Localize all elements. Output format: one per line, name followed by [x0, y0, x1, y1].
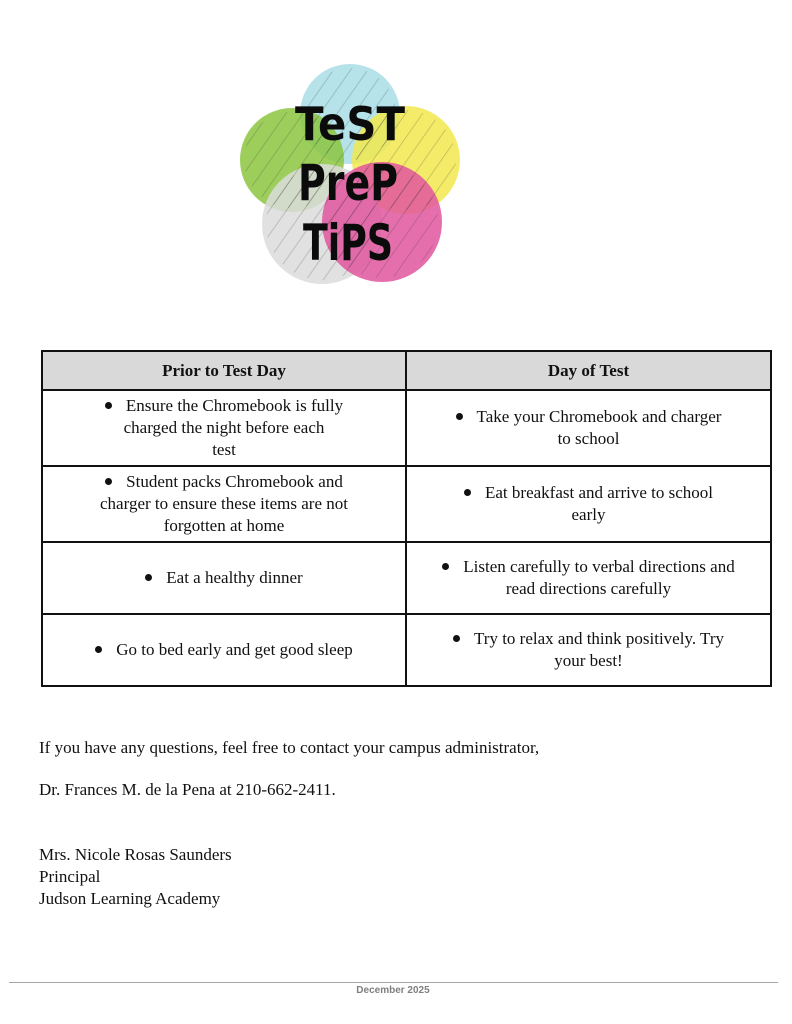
- contact-line-1: If you have any questions, feel free to contact your campus administrator,: [39, 738, 540, 757]
- logo-word-1: TeST: [295, 97, 406, 151]
- day-cell: Take your Chromebook and charger to school: [406, 390, 771, 466]
- bullet-icon: [442, 563, 449, 570]
- test-prep-tips-logo: [236, 62, 464, 286]
- bullet-icon: [464, 489, 471, 496]
- logo-word-2: PreP: [298, 154, 398, 212]
- table-row: [42, 466, 771, 542]
- day-cell: Try to relax and think positively. Try your best!: [406, 614, 771, 686]
- table-header-row: [42, 351, 771, 390]
- prior-cell: Ensure the Chromebook is fully charged the night before each test: [42, 390, 406, 466]
- prior-cell: Student packs Chromebook and charger to ensure these items are not forgotten at home: [42, 466, 406, 542]
- bullet-icon: [95, 646, 102, 653]
- prior-cell: Go to bed early and get good sleep: [42, 614, 406, 686]
- bullet-icon: [456, 413, 463, 420]
- header-day-of-test: Day of Test: [406, 351, 771, 390]
- day-cell: Listen carefully to verbal directions and read directions carefully: [406, 542, 771, 614]
- bullet-icon: [145, 574, 152, 581]
- header-prior-to-test-day: Prior to Test Day: [42, 351, 406, 390]
- bullet-icon: [105, 402, 112, 409]
- signature-name: Mrs. Nicole Rosas Saunders: [39, 845, 232, 864]
- bullet-icon: [453, 635, 460, 642]
- footer-date: December 2025: [356, 985, 430, 996]
- prior-cell: Eat a healthy dinner: [42, 542, 406, 614]
- logo-word-3: TiPS: [303, 214, 393, 272]
- table-row: [42, 542, 771, 614]
- signature-school: Judson Learning Academy: [39, 889, 221, 908]
- footer-divider: [9, 982, 778, 983]
- signature-title: Principal: [39, 867, 101, 886]
- day-cell: Eat breakfast and arrive to school early: [406, 466, 771, 542]
- bullet-icon: [105, 478, 112, 485]
- table-row: [42, 390, 771, 466]
- contact-line-2: Dr. Frances M. de la Pena at 210-662-2411.: [39, 780, 336, 799]
- table-row: [42, 614, 771, 686]
- tips-table: [41, 350, 772, 687]
